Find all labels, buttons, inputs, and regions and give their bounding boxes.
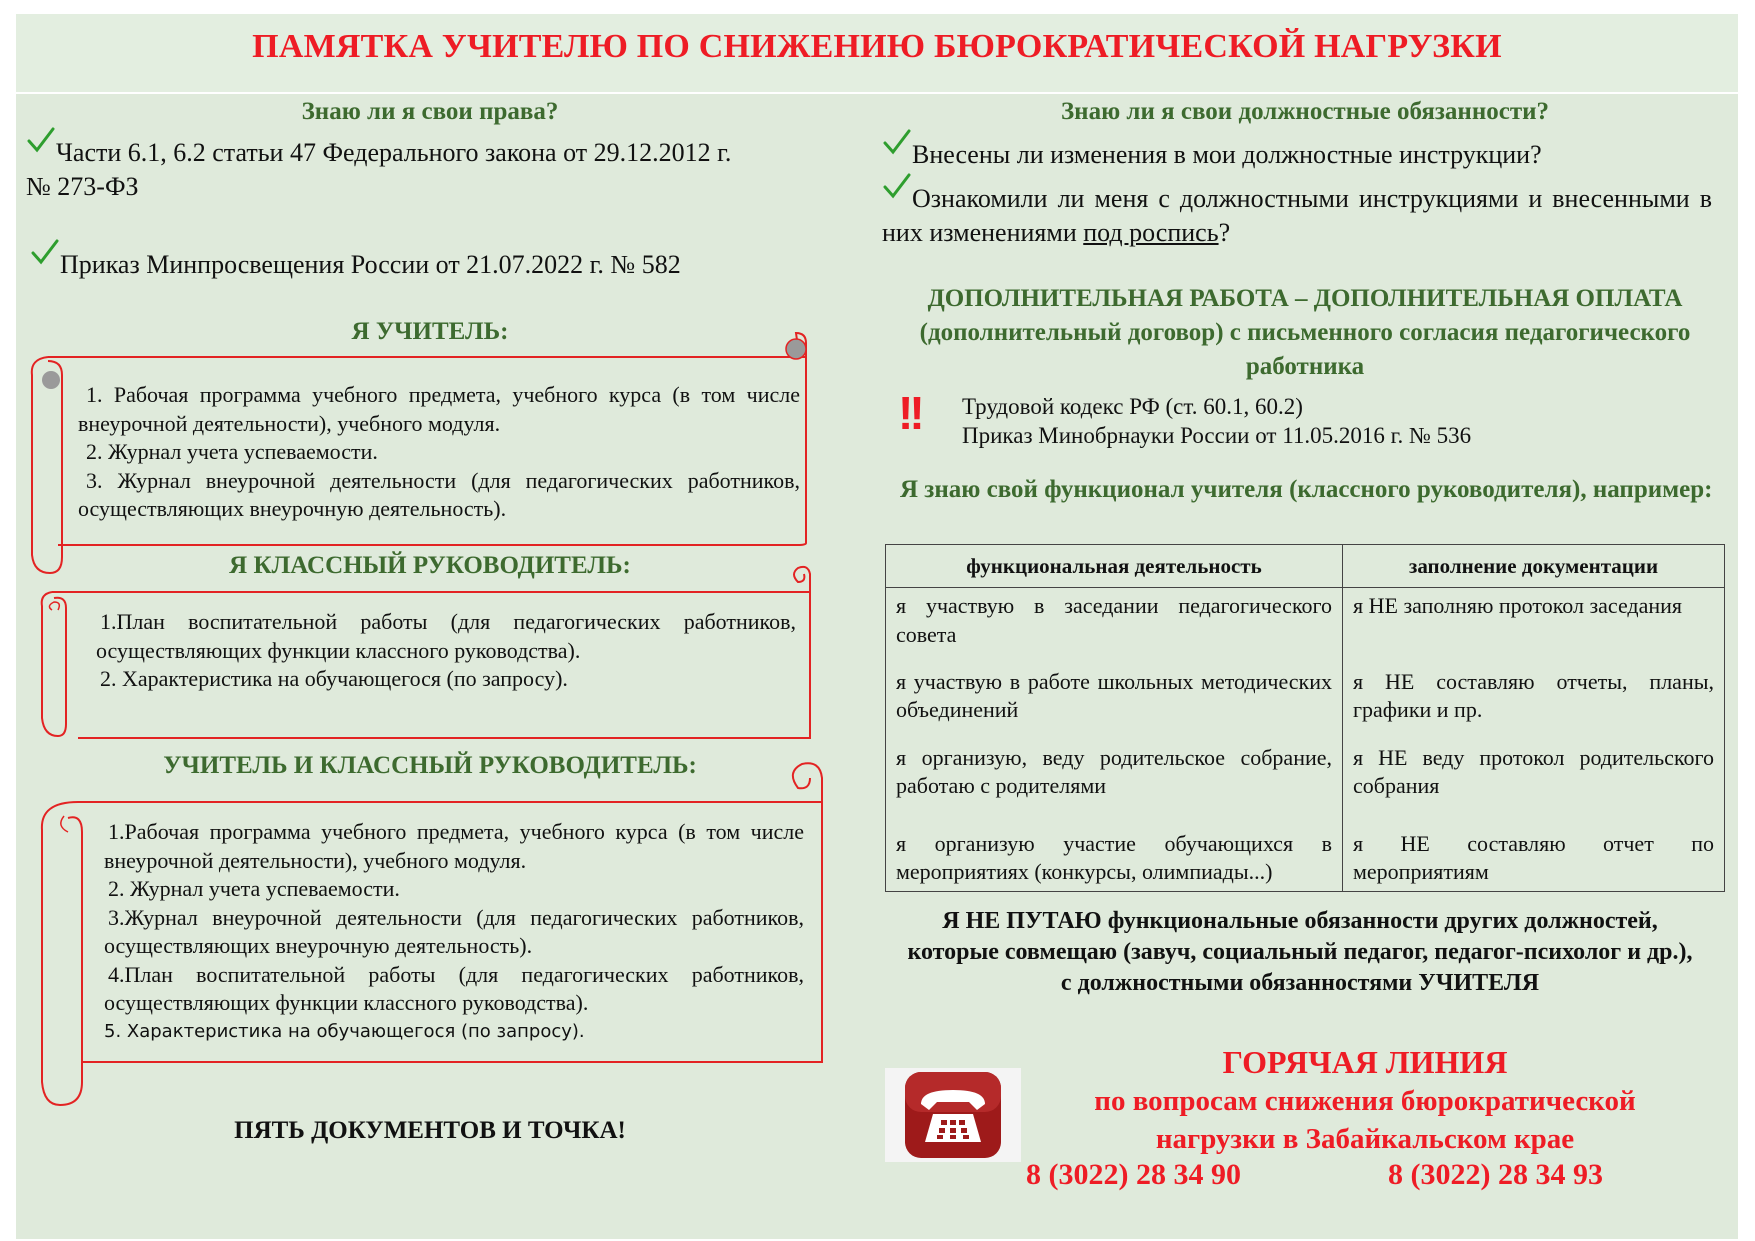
law-1: Трудовой кодекс РФ (ст. 60.1, 60.2) [962,394,1303,419]
both-roles-item: 2. Журнал учета успеваемости. [108,876,400,901]
both-roles-item: 4.План воспитательной работы (для педагогических работников, осуществляющих функции классного руководства). [104,961,804,1015]
table-cell: я НЕ составляю отчет по мероприятиям [1343,826,1725,892]
both-roles-item: 3.Журнал внеурочной деятельности (для педагогических работников, осуществляющих внеурочную деятельность). [104,904,804,958]
teacher-scroll [28,335,818,575]
class-teacher-heading: Я КЛАССНЫЙ РУКОВОДИТЕЛЬ: [229,552,631,579]
teacher-list [78,381,800,524]
hotline-phone-1: 8 (3022) 28 34 90 [1026,1158,1241,1191]
table-cell: я НЕ составляю отчеты, планы, графики и пр. [1343,664,1725,740]
rights-item-2 [30,248,850,282]
five-documents-footer: ПЯТЬ ДОКУМЕНТОВ И ТОЧКА! [234,1117,626,1144]
hotline-title: ГОРЯЧАЯ ЛИНИЯ [1222,1044,1508,1080]
rights-item-1-line1: Части 6.1, 6.2 статьи 47 Федерального закона от 29.12.2012 г. [56,138,732,167]
table-row [886,826,1725,892]
hotline-phone-2: 8 (3022) 28 34 93 [1388,1158,1603,1191]
class-teacher-item: 2. Характеристика на обучающегося (по запросу). [100,666,568,691]
functional-heading: Я знаю свой функционал учителя (классного руководителя), например: [900,476,1713,503]
table-header-row [886,545,1725,588]
class-teacher-scroll [38,568,818,738]
teacher-item: 1. Рабочая программа учебного предмета, учебного курса (в том числе внеурочной деятельности), учебного модуля. [78,382,800,436]
both-roles-item: 5. Характеристика на обучающегося (по запросу). [104,1020,585,1042]
labor-laws [962,392,1722,450]
phone-box [885,1068,1021,1162]
table-row [886,664,1725,740]
duties-heading: Знаю ли я свои должностные обязанности? [1060,98,1550,125]
check-icon [30,251,60,277]
law-2: Приказ Минобрнауки России от 11.05.2016 г. № 536 [962,423,1472,448]
check-icon [26,139,56,165]
both-roles-heading: УЧИТЕЛЬ И КЛАССНЫЙ РУКОВОДИТЕЛЬ: [163,752,697,779]
hotline-subtitle: по вопросам снижения бюрократической нагрузки в Забайкальском крае [1094,1085,1636,1155]
title-bar [16,14,1738,94]
both-roles-scroll [38,760,828,1110]
check-icon [882,141,912,167]
table-cell: я НЕ заполняю протокол заседания [1343,588,1725,664]
page-title: ПАМЯТКА УЧИТЕЛЮ ПО СНИЖЕНИЮ БЮРОКРАТИЧЕСКОЙ НАГРУЗКИ [252,28,1502,65]
table-cell: я организую участие обучающихся в мероприятиях (конкурсы, олимпиады...) [886,826,1343,892]
table-cell: я участвую в работе школьных методических объединений [886,664,1343,740]
telephone-icon [885,1068,1021,1162]
duty-item-2 [882,182,1712,250]
rights-item-1 [26,136,846,204]
teacher-item: 2. Журнал учета успеваемости. [86,439,378,464]
under-signature: под роспись [1083,218,1219,247]
functional-table [885,544,1725,892]
extra-work-heading: ДОПОЛНИТЕЛЬНАЯ РАБОТА – ДОПОЛНИТЕЛЬНАЯ ОПЛАТА (дополнительный договор) с письменного согласия педагогического работника [919,285,1691,380]
teacher-item: 3. Журнал внеурочной деятельности (для педагогических работников, осуществляющих внеурочную деятельность). [78,467,800,521]
table-header: заполнение документации [1343,545,1725,588]
table-cell: я НЕ веду протокол родительского собрания [1343,740,1725,826]
both-roles-list [104,818,804,1046]
both-roles-item: 1.Рабочая программа учебного предмета, учебного курса (в том числе внеурочной деятельности), учебного модуля. [104,819,804,873]
table-row [886,740,1725,826]
rights-item-2-text: Приказ Минпросвещения России от 21.07.2022 г. № 582 [60,250,681,279]
check-icon [882,185,912,211]
rights-heading: Знаю ли я свои права? [301,98,559,125]
not-confuse-note: Я НЕ ПУТАЮ функциональные обязанности других должностей, которые совмещаю (завуч, социальный педагог, педагог-психолог и др.), с должностными обязанностями УЧИТЕЛЯ [907,908,1693,996]
rights-item-1-line2: № 273-ФЗ [26,172,139,201]
exclamation-icon: !! [898,387,921,439]
duty-item-1-text: Внесены ли изменения в мои должностные инструкции? [912,140,1542,169]
teacher-heading: Я УЧИТЕЛЬ: [351,318,509,345]
table-cell: я организую, веду родительское собрание, работаю с родителями [886,740,1343,826]
class-teacher-list [96,608,796,694]
table-header: функциональная деятельность [886,545,1343,588]
duty-item-1 [882,138,1722,172]
duty-item-2-text: Ознакомили ли меня с должностными инструкциями и внесенными в них изменениями [882,184,1712,247]
class-teacher-item: 1.План воспитательной работы (для педагогических работников, осуществляющих функции классного руководства). [96,609,796,663]
table-row [886,588,1725,664]
duty-item-2-end: ? [1218,218,1231,247]
table-cell: я участвую в заседании педагогического совета [886,588,1343,664]
